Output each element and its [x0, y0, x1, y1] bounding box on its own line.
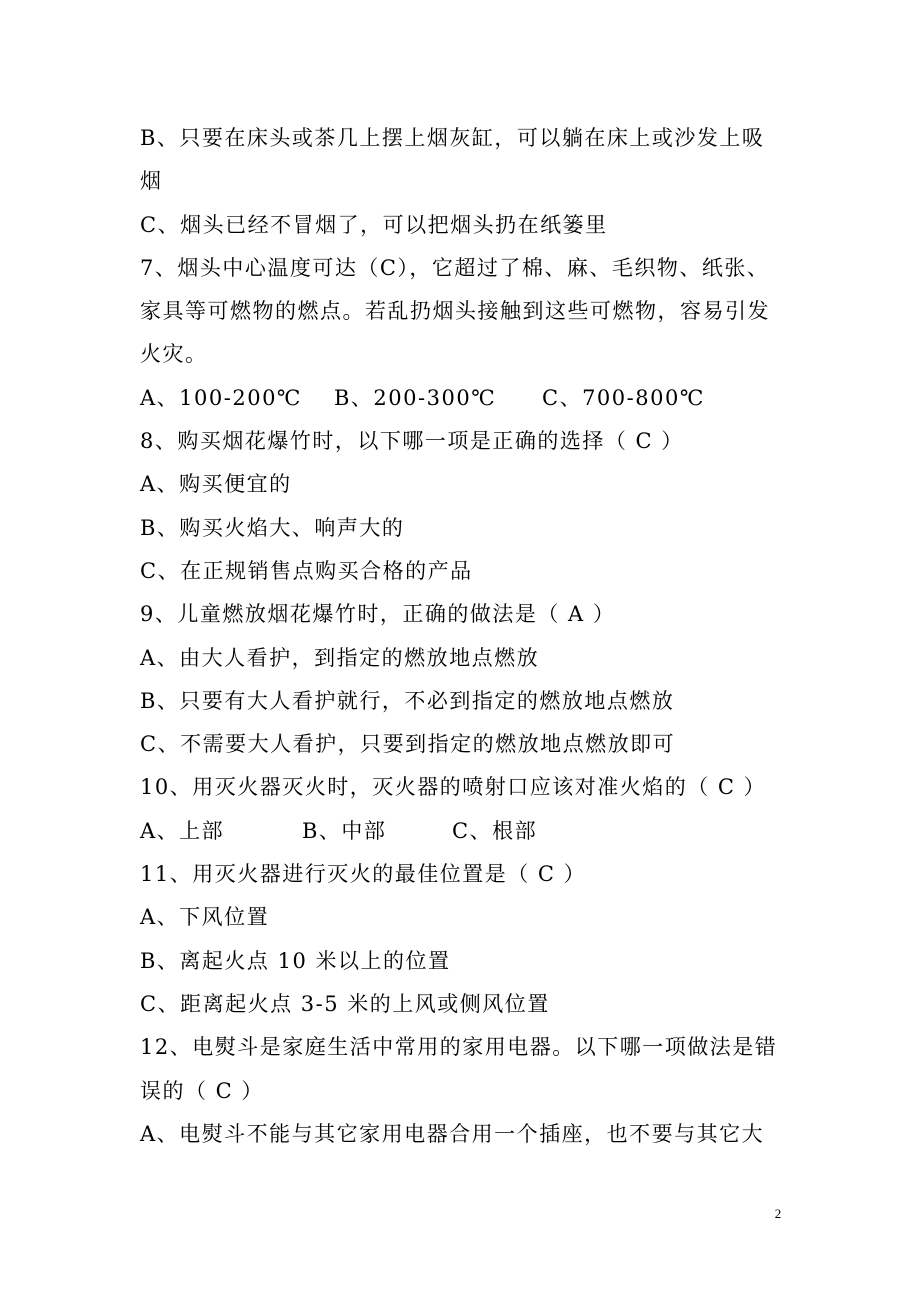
- text-line: C、烟头已经不冒烟了，可以把烟头扔在纸篓里: [140, 212, 608, 237]
- q10-option-a: A、上部: [140, 818, 225, 843]
- q7-option-b: B、200-300℃: [334, 385, 497, 410]
- text-line: A、下风位置: [140, 905, 270, 930]
- text-line: 烟: [140, 169, 163, 194]
- question-7: 7、烟头中心温度可达（C），它超过了棉、麻、毛织物、纸张、: [140, 255, 770, 280]
- text-line: A、由大人看护，到指定的燃放地点燃放: [140, 645, 540, 670]
- text-line: C、距离起火点 3-5 米的上风或侧风位置: [140, 991, 550, 1016]
- text-line: B、只要在床头或茶几上摆上烟灰缸，可以躺在床上或沙发上吸: [140, 126, 765, 150]
- q10-option-c: C、根部: [452, 818, 538, 843]
- text-line: B、只要有大人看护就行，不必到指定的燃放地点燃放: [140, 688, 675, 713]
- text-line: C、不需要大人看护，只要到指定的燃放地点燃放即可: [140, 732, 676, 757]
- text-line: B、离起火点 10 米以上的位置: [140, 948, 451, 973]
- q7-option-a: A、100-200℃: [140, 385, 302, 410]
- text-line: 火灾。: [140, 342, 208, 367]
- text-line: 误的（ C ）: [140, 1078, 264, 1103]
- question-9: 9、儿童燃放烟花爆竹时，正确的做法是（ A ）: [140, 602, 616, 627]
- question-12: 12、电熨斗是家庭生活中常用的家用电器。以下哪一项做法是错: [140, 1035, 778, 1060]
- question-11: 11、用灭火器进行灭火的最佳位置是（ C ）: [140, 862, 587, 887]
- text-line: B、购买火焰大、响声大的: [140, 515, 405, 540]
- question-8: 8、购买烟花爆竹时，以下哪一项是正确的选择（ C ）: [140, 429, 684, 454]
- text-line: A、电熨斗不能与其它家用电器合用一个插座，也不要与其它大: [140, 1121, 765, 1146]
- q10-option-b: B、中部: [302, 818, 387, 843]
- text-line: C、在正规销售点购买合格的产品: [140, 558, 473, 583]
- document-body: [140, 117, 790, 1156]
- text-line: 家具等可燃物的燃点。若乱扔烟头接触到这些可燃物，容易引发: [140, 299, 770, 324]
- q7-options: [140, 377, 790, 420]
- page-number: 2: [774, 1206, 782, 1221]
- text-line: A、购买便宜的: [140, 472, 292, 497]
- q10-options: [140, 810, 790, 853]
- q7-option-c: C、700-800℃: [542, 385, 705, 410]
- question-10: 10、用灭火器灭火时，灭火器的喷射口应该对准火焰的（ C ）: [140, 775, 767, 800]
